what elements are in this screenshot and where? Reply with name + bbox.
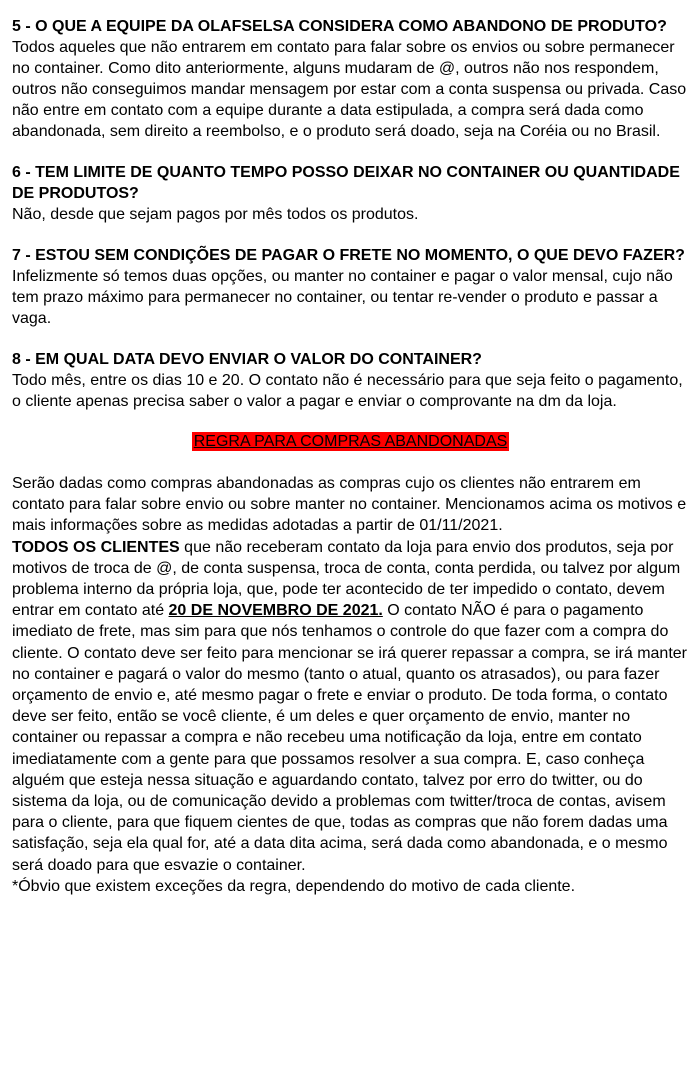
faq-answer: Todos aqueles que não entrarem em contato para falar sobre os envios ou sobre permanecer no container. Como dito anteriormente, alguns mudaram de @, outros não nos respondem, outros não conseguimos mandar mensagem por estar com a conta suspensa ou privada. Caso não entre em contato com a equipe durante a data estipulada, a compra será dada como abandonada, sem direito a reembolso, e o produto será doado, seja na Coréia ou no Brasil.: [12, 39, 687, 140]
rule-intro: Serão dadas como compras abandonadas as compras cujo os clientes não entrarem em contato para falar sobre envio ou sobre manter no container. Mencionamos acima os motivos e mais informações sobre as medidas adotadas a partir de 01/11/2021.: [12, 475, 687, 535]
all-clients-emphasis: TODOS OS CLIENTES: [12, 538, 180, 556]
faq-item-7: [12, 245, 689, 329]
rule-body: [12, 537, 689, 876]
faq-answer: Todo mês, entre os dias 10 e 20. O contato não é necessário para que seja feito o pagamento, o cliente apenas precisa saber o valor a pagar e enviar o comprovante na dm da loja.: [12, 372, 683, 410]
faq-item-6: [12, 162, 689, 225]
rule-body-part-1: que não receberam contato da loja para envio dos produtos, seja por motivos de troca de @, de conta suspensa, troca de conta, conta perdida, ou talvez por algum problema interno da própria loja, que, pode ter acontecido de ter impedido o contato, devem entrar em contato até: [12, 538, 681, 620]
faq-question: 5 - O QUE A EQUIPE DA OLAFSELSA CONSIDERA COMO ABANDONO DE PRODUTO?: [12, 18, 667, 35]
faq-answer: Infelizmente só temos duas opções, ou manter no container e pagar o valor mensal, cujo não tem prazo máximo para permanecer no container, ou tentar re-vender o produto e passar a vaga.: [12, 268, 673, 327]
faq-item-8: [12, 349, 689, 412]
rule-footnote: *Óbvio que existem exceções da regra, dependendo do motivo de cada cliente.: [12, 877, 576, 895]
faq-question: 7 - ESTOU SEM CONDIÇÕES DE PAGAR O FRETE NO MOMENTO, O QUE DEVO FAZER?: [12, 247, 685, 264]
rule-heading: REGRA PARA COMPRAS ABANDONADAS: [193, 433, 508, 450]
deadline-date: 20 DE NOVEMBRO DE 2021.: [168, 602, 383, 620]
rule-heading-wrap: [12, 432, 689, 451]
faq-item-5: [12, 16, 689, 142]
faq-answer: Não, desde que sejam pagos por mês todos os produtos.: [12, 206, 419, 223]
faq-question: 6 - TEM LIMITE DE QUANTO TEMPO POSSO DEIXAR NO CONTAINER OU QUANTIDADE DE PRODUTOS?: [12, 164, 680, 202]
faq-question: 8 - EM QUAL DATA DEVO ENVIAR O VALOR DO CONTAINER?: [12, 351, 482, 368]
rule-body-part-2: O contato NÃO é para o pagamento imediato de frete, mas sim para que nós tenhamos o controle do que fazer com a compra do cliente. O contato deve ser feito para mencionar se irá querer repassar a compra, se irá manter no container e pagará o valor do mesmo (tanto o atual, quanto os atrasados), ou para fazer orçamento de envio e, até mesmo pagar o frete e enviar o produto. De toda forma, o contato deve ser feito, então se você cliente, é um deles e quer orçamento de envio, manter no container ou repassar a compra e não recebeu uma notificação da loja, entre em contato imediatamente com a gente para que possamos resolver a sua compra. E, caso conheça alguém que esteja nessa situação e aguardando contato, talvez por erro do twitter, ou do sistema da loja, ou de comunicação devido a problemas com twitter/troca de contas, avisem para o cliente, para que fiquem cientes de que, todas as compras que não forem dadas uma satisfação, seja ela qual for, até a data dita acima, será dada como abandonada, e o mesmo será doado para que esvazie o container.: [12, 602, 687, 874]
